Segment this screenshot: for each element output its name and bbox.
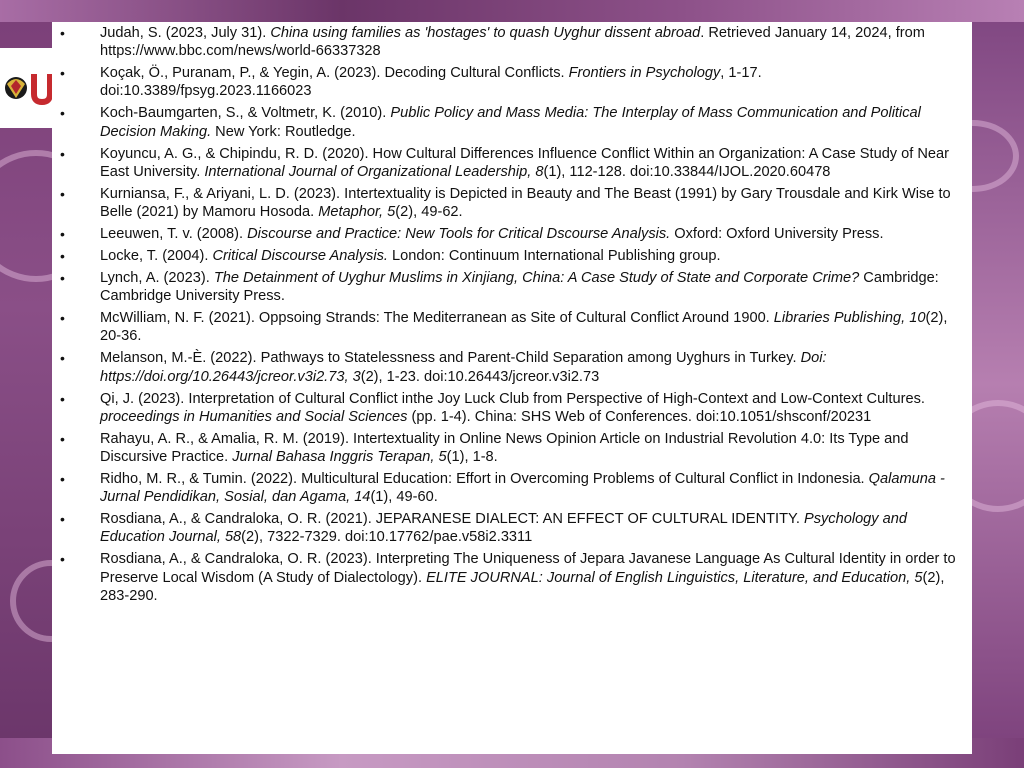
reference-text: Koyuncu, A. G., & Chipindu, R. D. (2020). How Cultural Differences Influence Conflict Within an Organization: A Case Study of Near East University.	[100, 145, 950, 180]
reference-item	[52, 247, 964, 265]
reference-text: Locke, T. (2004).	[100, 248, 213, 265]
reference-text: Judah, S. (2023, July 31).	[100, 25, 271, 41]
reference-title-italic: Doi: https://doi.org/10.26443/jcreor.v3i2.73, 3	[100, 350, 827, 385]
bullet-icon: •	[60, 551, 65, 568]
reference-text: Leeuwen, T. v. (2008).	[100, 226, 248, 243]
reference-item	[52, 145, 964, 181]
bullet-icon: •	[60, 350, 65, 367]
reference-text: (2), 49-62.	[395, 204, 463, 221]
reference-title-italic: Critical Discourse Analysis.	[212, 248, 388, 265]
bullet-icon: •	[60, 270, 65, 287]
reference-title-italic: Frontiers in Psychology	[568, 65, 721, 82]
university-logo	[0, 48, 56, 128]
reference-text: (pp. 1-4). China: SHS Web of Conferences. doi:10.1051/shsconf/20231	[407, 408, 872, 425]
bullet-icon: •	[60, 25, 65, 41]
reference-text: . Retrieved January 14, 2024, from https://www.bbc.com/news/world-66337328	[100, 25, 925, 60]
reference-text: Lynch, A. (2023).	[100, 270, 214, 287]
logo-emblem-icon	[4, 68, 54, 108]
bullet-icon: •	[60, 310, 65, 327]
bullet-icon: •	[60, 511, 65, 528]
reference-text: Koçak, Ö., Puranam, P., & Yegin, A. (2023). Decoding Cultural Conflicts.	[100, 65, 569, 82]
reference-title-italic: ELITE JOURNAL: Journal of English Linguistics, Literature, and Education, 5	[426, 569, 923, 586]
reference-title-italic: Discourse and Practice: New Tools for Critical Dscourse Analysis.	[247, 226, 671, 243]
reference-item	[52, 550, 964, 605]
reference-text: (1), 49-60.	[370, 489, 438, 506]
reference-text: Rosdiana, A., & Candraloka, O. R. (2023). Interpreting The Uniqueness of Jepara Javanese Language As Cultural Identity in order to Preserve Local Wisdom (A Study of Dialectology).	[100, 551, 956, 586]
reference-title-italic: China using families as 'hostages' to quash Uyghur dissent abroad	[270, 25, 701, 41]
reference-title-italic: Psychology and Education Journal, 58	[100, 511, 908, 546]
bullet-icon: •	[60, 105, 65, 122]
reference-text: , 1-17. doi:10.3389/fpsyg.2023.1166023	[100, 65, 762, 100]
bullet-icon: •	[60, 185, 65, 202]
reference-text: (1), 1-8.	[446, 449, 498, 466]
reference-title-italic: Qalamuna - Jurnal Pendidikan, Sosial, dan Agama, 14	[100, 471, 945, 506]
reference-item	[52, 390, 964, 426]
bullet-icon: •	[60, 226, 65, 243]
bullet-icon: •	[60, 145, 65, 162]
reference-item	[52, 309, 964, 345]
bullet-icon: •	[60, 430, 65, 447]
reference-item	[52, 430, 964, 466]
reference-text: Koch-Baumgarten, S., & Voltmetr, K. (2010).	[100, 105, 391, 122]
reference-item	[52, 470, 964, 506]
reference-text: Qi, J. (2023). Interpretation of Cultural Conflict inthe Joy Luck Club from Perspective of High-Context and Low-Context Cultures.	[100, 390, 925, 407]
background-band-top	[0, 0, 1024, 22]
bullet-icon: •	[60, 390, 65, 407]
reference-item	[52, 225, 964, 243]
reference-title-italic: proceedings in Humanities and Social Sciences	[100, 408, 408, 425]
reference-item	[52, 24, 964, 60]
reference-title-italic: Libraries Publishing, 10	[773, 310, 926, 327]
reference-text: Rosdiana, A., & Candraloka, O. R. (2021). JEPARANESE DIALECT: AN EFFECT OF CULTURAL IDENTITY.	[100, 511, 804, 528]
reference-item	[52, 349, 964, 385]
reference-text: Kurniansa, F., & Ariyani, L. D. (2023). Intertextuality is Depicted in Beauty and The Beast (1991) by Gary Trousdale and Kirk Wise to Belle (2021) by Mamoru Hosoda.	[100, 185, 951, 221]
reference-item	[52, 510, 964, 546]
reference-title-italic: Public Policy and Mass Media: The Interplay of Mass Communication and Political Decision Making.	[100, 105, 921, 140]
reference-text: (2), 1-23. doi:10.26443/jcreor.v3i2.73	[360, 368, 600, 385]
reference-title-italic: Metaphor, 5	[318, 204, 396, 221]
bullet-icon: •	[60, 471, 65, 488]
reference-title-italic: The Detainment of Uyghur Muslims in Xinjiang, China: A Case Study of State and Corporate Crime?	[213, 270, 860, 287]
reference-text: London: Continuum International Publishing group.	[387, 248, 721, 265]
reference-text: McWilliam, N. F. (2021). Oppsoing Strands: The Mediterranean as Site of Cultural Conflict Around 1900.	[100, 310, 774, 327]
reference-title-italic: International Journal of Organizational Leadership, 8	[204, 163, 544, 180]
reference-text: (1), 112-128. doi:10.33844/IJOL.2020.60478	[543, 163, 831, 180]
reference-item	[52, 185, 964, 221]
reference-item	[52, 64, 964, 100]
reference-title-italic: Jurnal Bahasa Inggris Terapan, 5	[232, 449, 447, 466]
reference-text: Cambridge: Cambridge University Press.	[100, 270, 939, 305]
bullet-icon: •	[60, 65, 65, 82]
reference-text: New York: Routledge.	[211, 123, 356, 140]
background-band-right	[964, 0, 1024, 768]
reference-text: (2), 283-290.	[100, 569, 945, 604]
reference-text: (2), 20-36.	[100, 310, 948, 345]
bullet-icon: •	[60, 248, 65, 265]
reference-text: Rahayu, A. R., & Amalia, R. M. (2019). Intertextuality in Online News Opinion Article on Industrial Revolution 4.0: Its Type and Discursive Practice.	[100, 430, 909, 466]
reference-text: (2), 7322-7329. doi:10.17762/pae.v58i2.3311	[241, 529, 533, 546]
reference-list	[52, 24, 964, 609]
reference-text: Melanson, M.-È. (2022). Pathways to Statelessness and Parent-Child Separation among Uyghurs in Turkey.	[100, 350, 801, 367]
reference-text: Oxford: Oxford University Press.	[670, 226, 884, 243]
reference-item	[52, 269, 964, 305]
content-panel	[52, 22, 972, 754]
reference-item	[52, 104, 964, 140]
reference-text: Ridho, M. R., & Tumin. (2022). Multicultural Education: Effort in Overcoming Problems of Cultural Conflict in Indonesia.	[100, 471, 869, 488]
